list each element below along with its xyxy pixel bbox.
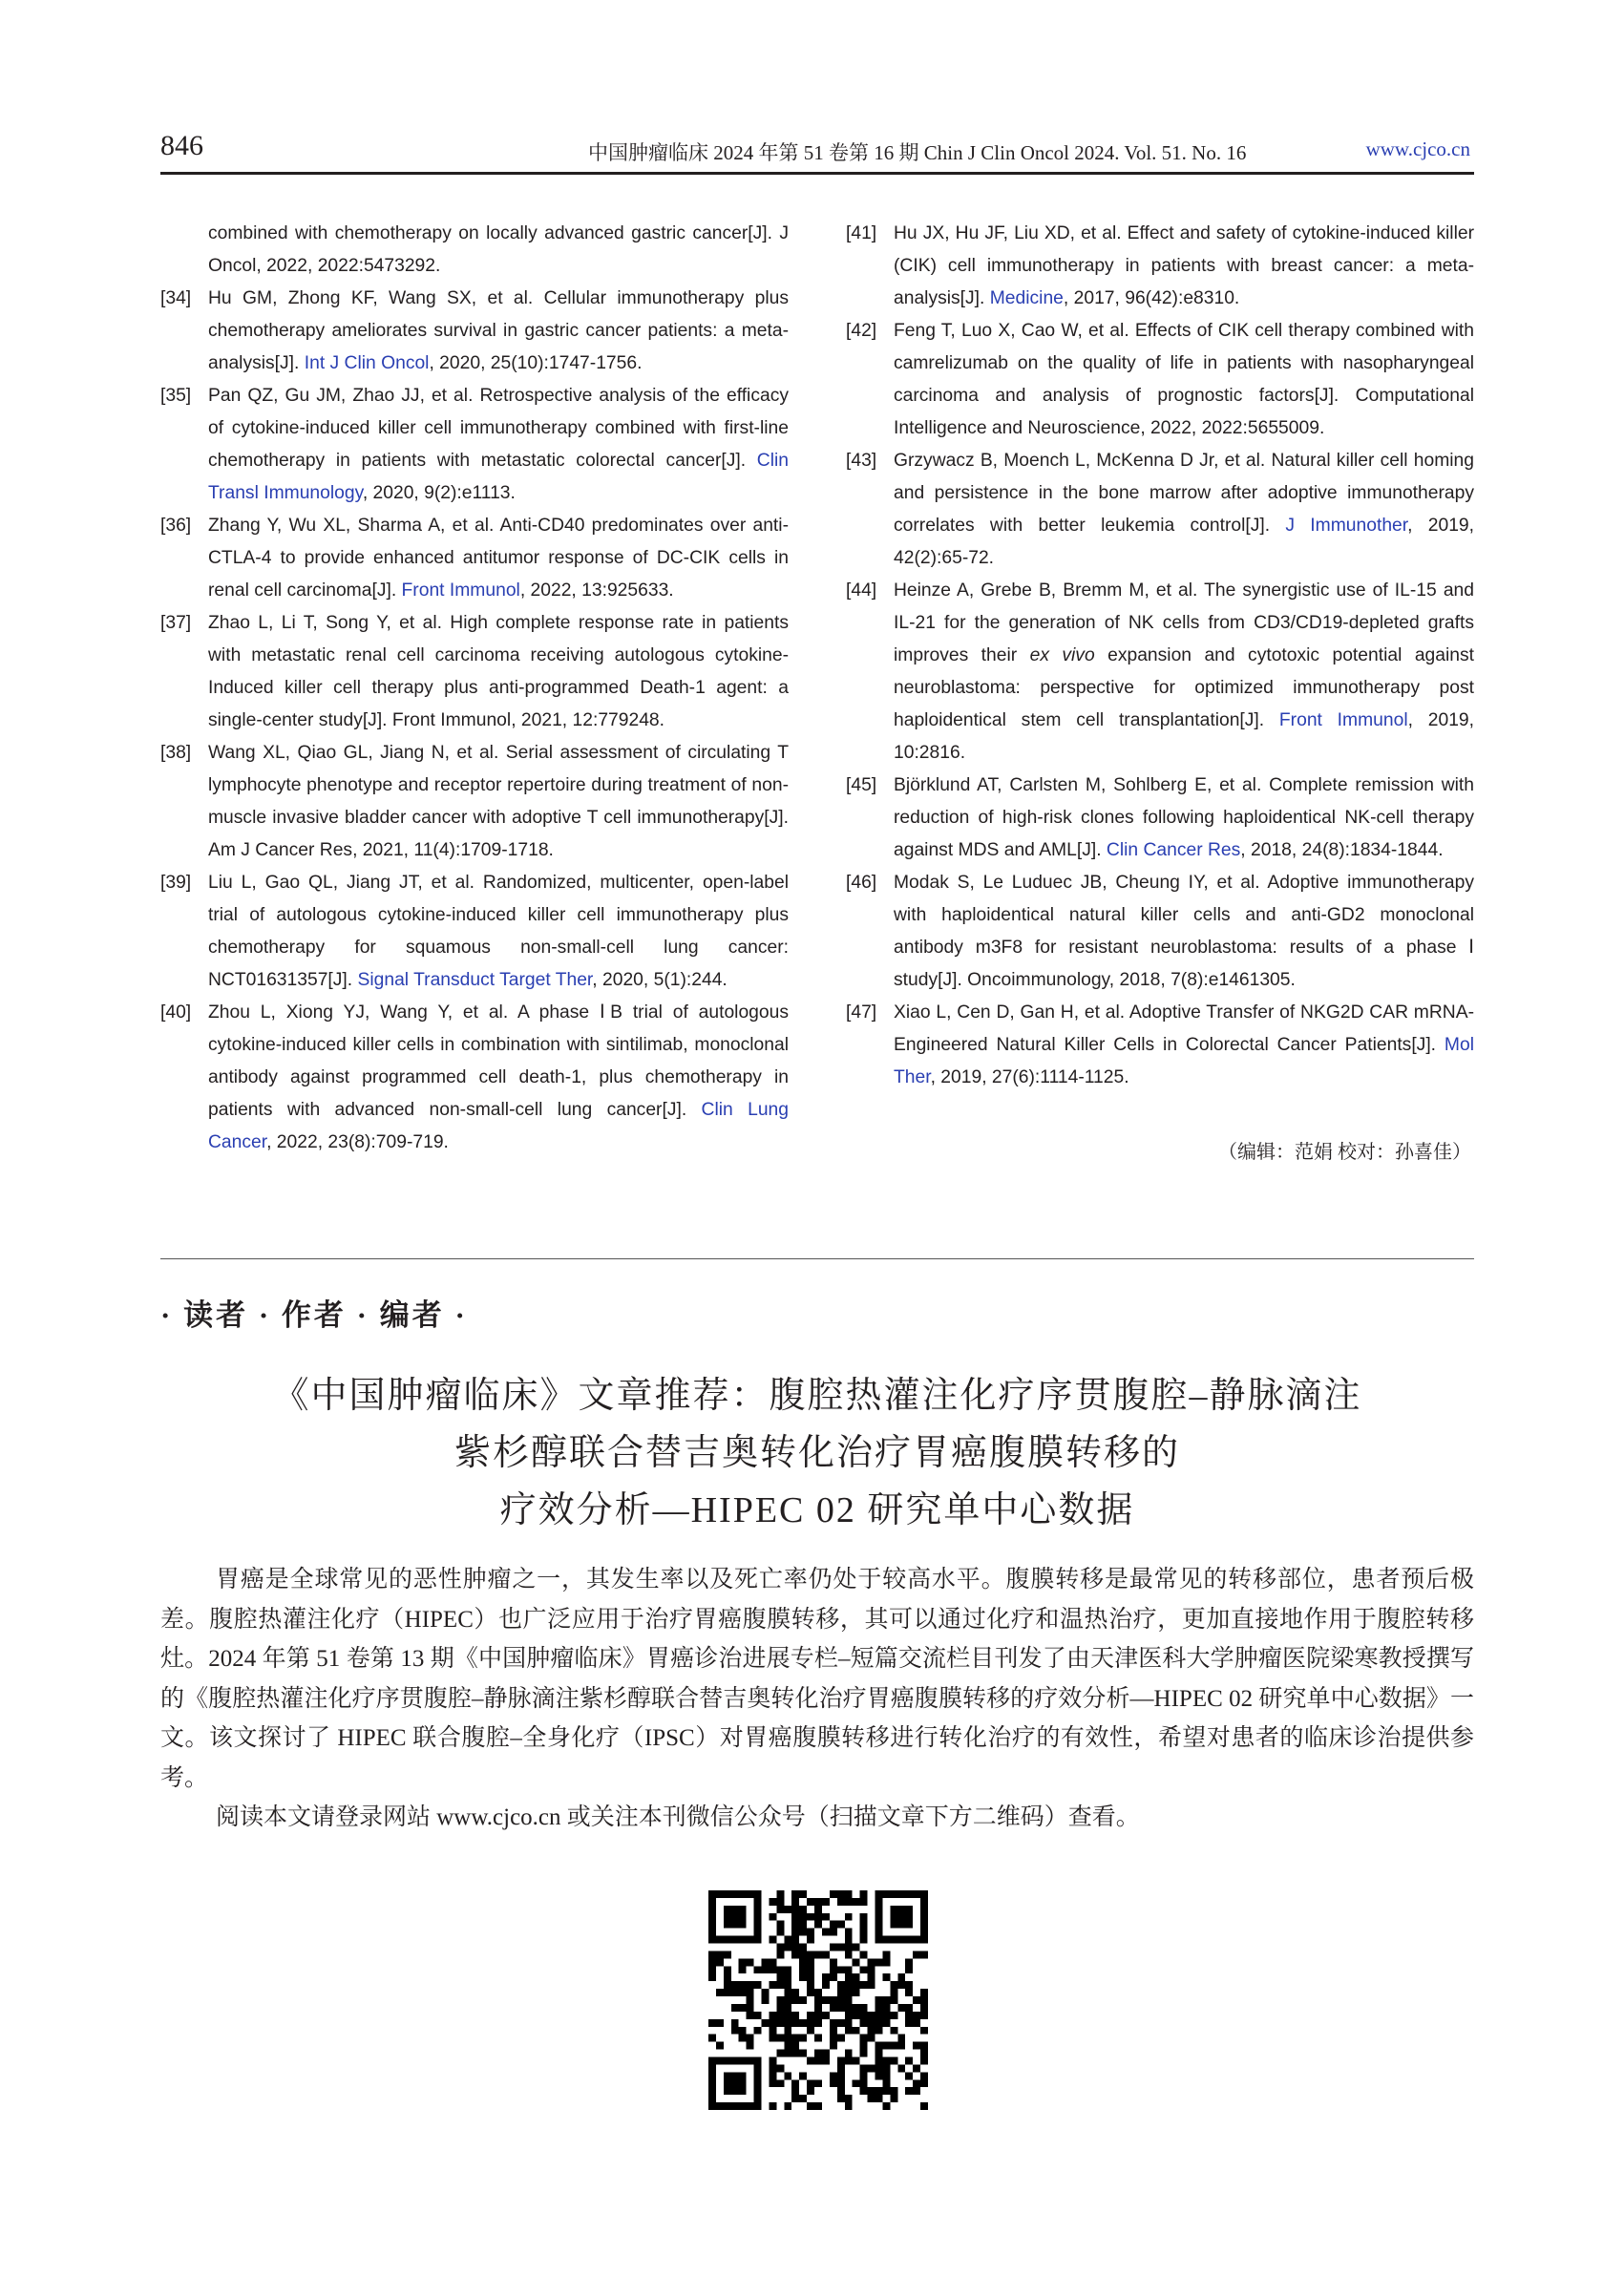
reference-text: Grzywacz B, Moench L, McKenna D Jr, et al. Natural killer cell homing and persistence in the bone marrow after adoptive immunotherapy correlates with better leukemia control[J]. bbox=[894, 451, 1474, 536]
journal-link[interactable]: Front Immunol bbox=[401, 580, 520, 601]
reference-text: Wang XL, Qiao GL, Jiang N, et al. Serial assessment of circulating T lymphocyte phenotype and receptor repertoire during treatment of non-muscle invasive bladder cancer with adoptive T cell immunotherapy[J]. Am J Cancer Res, 2021, 11(4):1709-1718. bbox=[208, 743, 789, 860]
reference-text: Hu JX, Hu JF, Liu XD, et al. Effect and safety of cytokine-induced killer (CIK) cell immunotherapy in patients with breast cancer: a meta-analysis[J]. bbox=[894, 223, 1474, 308]
reference-text: Hu GM, Zhong KF, Wang SX, et al. Cellular immunotherapy plus chemotherapy ameliorates survival in gastric cancer patients: a meta-analysis[J]. bbox=[208, 288, 789, 373]
reference-text: Pan QZ, Gu JM, Zhao JJ, et al. Retrospective analysis of the efficacy of cytokine-induced killer cell immunotherapy combined with first-line chemotherapy in patients with metastatic colorectal cancer[J]. bbox=[208, 386, 789, 471]
references-left-column bbox=[160, 218, 789, 1159]
reference-text: Feng T, Luo X, Cao W, et al. Effects of CIK cell therapy combined with camrelizumab on the quality of life in patients with nasopharyngeal carcinoma and analysis of prognostic factors[J]. Computational Intelligence and Neuroscience, 2022, 2022:5655009. bbox=[894, 321, 1474, 438]
journal-link[interactable]: Int J Clin Oncol bbox=[304, 353, 430, 373]
reference-number: [38] bbox=[160, 743, 192, 763]
article-title-line: 疗效分析—HIPEC 02 研究单中心数据 bbox=[499, 1490, 1135, 1530]
reference-number: [40] bbox=[160, 1002, 192, 1023]
reference-text: Zhao L, Li T, Song Y, et al. High complete response rate in patients with metastatic renal cell carcinoma receiving autologous cytokine-Induced killer cell therapy plus anti-programmed Death-1 agent: a single-center study[J]. Front Immunol, 2021, 12:779248. bbox=[208, 613, 789, 730]
reference-text: ex vivo bbox=[1029, 645, 1095, 665]
reference-text: Modak S, Le Luduec JB, Cheung IY, et al. Adoptive immunotherapy with haploidentical natural killer cells and anti-GD2 monoclonal antibody m3F8 for resistant neuroblastoma: results of a phase Ⅰ study[J]. Oncoimmunology, 2018, 7(8):e1461305. bbox=[894, 873, 1474, 990]
journal-link[interactable]: Clin Cancer Res bbox=[1106, 840, 1241, 860]
section-label: · 读者 · 作者 · 编者 · bbox=[160, 1298, 468, 1332]
reference-text: Zhang Y, Wu XL, Sharma A, et al. Anti-CD40 predominates over anti-CTLA-4 to provide enhanced antitumor response of DC-CIK cells in renal cell carcinoma[J]. bbox=[208, 516, 789, 601]
reference-entry bbox=[846, 770, 1474, 867]
reference-entry bbox=[160, 737, 789, 867]
journal-link[interactable]: Medicine bbox=[989, 288, 1064, 308]
reference-entry bbox=[160, 607, 789, 737]
reference-entry bbox=[160, 283, 789, 380]
reference-entry bbox=[160, 867, 789, 997]
reference-number: [34] bbox=[160, 288, 192, 308]
reference-number: [42] bbox=[846, 321, 877, 341]
reference-text: , 2020, 5(1):244. bbox=[592, 970, 728, 990]
reference-entry bbox=[160, 218, 789, 283]
journal-link[interactable]: Clin Transl Immunology bbox=[208, 451, 789, 503]
reference-text: , 2020, 9(2):e1113. bbox=[362, 483, 516, 503]
reference-entry bbox=[846, 867, 1474, 997]
qr-code-icon[interactable] bbox=[708, 1890, 928, 2110]
header-rule bbox=[160, 172, 1474, 175]
reference-text: expansion and cytotoxic potential against neuroblastoma: perspective for optimized immunotherapy post haploidentical stem cell transplantation[J]. bbox=[894, 645, 1474, 730]
article-paragraph: 阅读本文请登录网站 www.cjco.cn 或关注本刊微信公众号（扫描文章下方二维码）查看。 bbox=[216, 1804, 1140, 1830]
reference-number: [46] bbox=[846, 873, 877, 893]
reference-text: , 2022, 13:925633. bbox=[519, 580, 674, 601]
reference-number: [36] bbox=[160, 516, 192, 536]
reference-number: [44] bbox=[846, 580, 877, 601]
article-body bbox=[160, 1560, 1474, 1838]
references-right-column bbox=[846, 218, 1474, 1094]
reference-entry bbox=[846, 218, 1474, 315]
journal-link[interactable]: Signal Transduct Target Ther bbox=[357, 970, 593, 990]
reference-entry bbox=[846, 997, 1474, 1094]
journal-website-link[interactable]: www.cjco.cn bbox=[1365, 137, 1470, 160]
reference-text: , 2022, 23(8):709-719. bbox=[266, 1132, 449, 1152]
reference-entry bbox=[846, 315, 1474, 445]
reference-entry bbox=[160, 380, 789, 510]
reference-number: [41] bbox=[846, 223, 877, 243]
journal-link[interactable]: Clin Lung Cancer bbox=[208, 1100, 789, 1152]
reference-text: , 2019, 27(6):1114-1125. bbox=[930, 1067, 1129, 1087]
reference-number: [43] bbox=[846, 451, 877, 471]
reference-text: Xiao L, Cen D, Gan H, et al. Adoptive Transfer of NKG2D CAR mRNA-Engineered Natural Killer Cells in Colorectal Cancer Patients[J]. bbox=[894, 1002, 1474, 1055]
running-header bbox=[160, 122, 1474, 176]
reference-text: , 2017, 96(42):e8310. bbox=[1063, 288, 1240, 308]
reference-text: combined with chemotherapy on locally advanced gastric cancer[J]. J Oncol, 2022, 2022:5473292. bbox=[208, 223, 789, 276]
journal-link[interactable]: Mol Ther bbox=[894, 1035, 1474, 1087]
journal-citation: 中国肿瘤临床 2024 年第 51 卷第 16 期 Chin J Clin Oncol 2024. Vol. 51. No. 16 bbox=[588, 141, 1247, 164]
article-title-line: 紫杉醇联合替吉奥转化治疗胃癌腹膜转移的 bbox=[453, 1433, 1180, 1473]
reference-number: [47] bbox=[846, 1002, 877, 1023]
reference-text: , 2019, 42(2):65-72. bbox=[894, 516, 1475, 568]
reference-text: Björklund AT, Carlsten M, Sohlberg E, et al. Complete remission with reduction of high-risk clones following haploidentical NK-cell therapy against MDS and AML[J]. bbox=[894, 775, 1474, 860]
journal-link[interactable]: J Immunother bbox=[1285, 516, 1408, 536]
article-title-line: 《中国肿瘤临床》文章推荐：腹腔热灌注化疗序贯腹腔–静脉滴注 bbox=[272, 1376, 1362, 1416]
reference-text: , 2018, 24(8):1834-1844. bbox=[1240, 840, 1444, 860]
reference-number: [39] bbox=[160, 873, 192, 893]
journal-link[interactable]: Front Immunol bbox=[1278, 710, 1408, 730]
reference-entry bbox=[160, 510, 789, 607]
reference-number: [35] bbox=[160, 386, 192, 406]
reference-text: Heinze A, Grebe B, Bremm M, et al. The synergistic use of IL-15 and IL-21 for the generation of NK cells from CD3/CD19-depleted grafts improves their bbox=[894, 580, 1474, 665]
article-paragraph: 胃癌是全球常见的恶性肿瘤之一，其发生率以及死亡率仍处于较高水平。腹膜转移是最常见的转移部位，患者预后极差。腹腔热灌注化疗（HIPEC）也广泛应用于治疗胃癌腹膜转移，其可以通过化疗和温热治疗，更加直接地作用于腹腔转移灶。2024 年第 51 卷第 13 期《中国肿瘤临床》胃癌诊治进展专栏–短篇交流栏目刊发了由天津医科大学肿瘤医院梁寒教授撰写的《腹腔热灌注化疗序贯腹腔–静脉滴注紫杉醇联合替吉奥转化治疗胃癌腹膜转移的疗效分析—HIPEC 02 研究单中心数据》一文。该文探讨了 HIPEC 联合腹腔–全身化疗（IPSC）对胃癌腹膜转移进行转化治疗的有效性，希望对患者的临床诊治提供参考。 bbox=[160, 1567, 1474, 1791]
reference-number: [45] bbox=[846, 775, 877, 795]
reference-entry bbox=[846, 575, 1474, 770]
reference-text: , 2020, 25(10):1747-1756. bbox=[429, 353, 643, 373]
reference-number: [37] bbox=[160, 613, 192, 633]
reference-entry bbox=[160, 997, 789, 1159]
reference-text: , 2019, 10:2816. bbox=[894, 710, 1475, 763]
reference-text: Zhou L, Xiong YJ, Wang Y, et al. A phase ⅠB trial of autologous cytokine-induced killer cells in combination with sintilimab, monoclonal antibody against programmed cell death-1, plus chemotherapy in patients with advanced non-small-cell lung cancer[J]. bbox=[208, 1002, 789, 1120]
editor-note: （编辑：范娟 校对：孙喜佳） bbox=[1218, 1142, 1471, 1163]
article-title bbox=[160, 1367, 1474, 1539]
reference-text: Liu L, Gao QL, Jiang JT, et al. Randomized, multicenter, open-label trial of autologous cytokine-induced killer cell immunotherapy plus chemotherapy for squamous non-small-cell lung cancer: NCT01631357[J]. bbox=[208, 873, 789, 990]
reference-entry bbox=[846, 445, 1474, 575]
page-number: 846 bbox=[160, 130, 203, 161]
section-divider bbox=[160, 1258, 1474, 1259]
